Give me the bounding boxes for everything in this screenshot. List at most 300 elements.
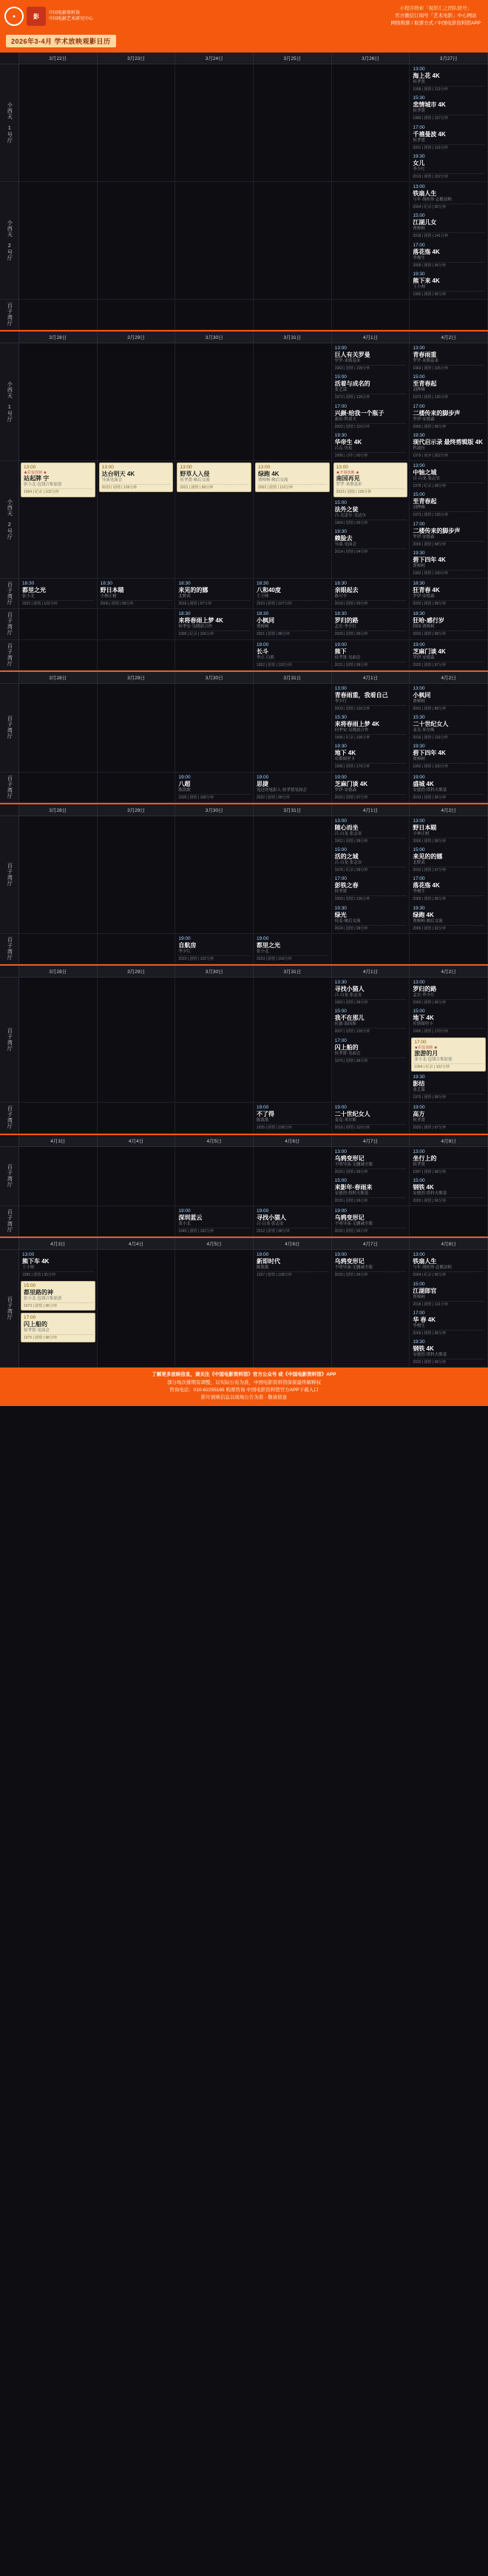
screening-tag: ★彩蛋放映 ★: [24, 471, 47, 476]
screening-entry[interactable]: [333, 1149, 408, 1175]
screening-entry[interactable]: [333, 463, 408, 497]
film-subtitle: 张小北·包钱合集原创: [24, 482, 62, 488]
day-cell: [175, 182, 254, 300]
film-meta: 2001 | 剧情 | 88分钟: [413, 705, 484, 711]
film-subtitle: 不明导演·无删减全版: [334, 1222, 373, 1227]
screening-time: 17:00: [413, 876, 425, 882]
screening-time: 15:00: [334, 374, 347, 380]
screening-entry[interactable]: [411, 774, 486, 801]
film-reel-icon: ●: [4, 7, 24, 26]
screening-entry[interactable]: [411, 1177, 486, 1204]
screening-entry[interactable]: [177, 611, 251, 637]
screening-entry[interactable]: [255, 1104, 330, 1131]
film-subtitle: 贾樟柯: [256, 625, 269, 630]
screening-time: 19:00: [256, 1105, 269, 1111]
venue-label: 百子湾厅: [0, 1147, 19, 1207]
screening-entry[interactable]: [411, 580, 486, 607]
screening-entry[interactable]: [177, 1208, 251, 1234]
brand-text: [49, 10, 93, 22]
screening-entry[interactable]: [411, 491, 486, 518]
film-meta: 1964 | 剧情 | 96分钟: [335, 519, 407, 525]
screening-entry[interactable]: [255, 935, 330, 962]
film-meta: 2020 | 剧情 | 97分钟: [335, 794, 407, 800]
day-cell: [98, 978, 176, 1103]
screening-time: 15:00: [413, 213, 425, 219]
screening-entry[interactable]: [21, 1313, 95, 1342]
film-meta: 2012 | 剧情 | 98分钟: [257, 1228, 328, 1234]
schedule-block: [0, 803, 488, 964]
film-meta: 2021 | 剧情 | 98分钟: [180, 484, 248, 490]
film-subtitle: 库斯图里卡: [413, 1022, 433, 1027]
film-subtitle: 吕·白龙·张志安: [334, 831, 362, 836]
film-meta: 1993 | 剧情 | 105分钟: [335, 895, 407, 901]
screening-entry[interactable]: [333, 403, 408, 430]
day-cell: [19, 1147, 98, 1207]
screening-entry[interactable]: [333, 1208, 408, 1234]
day-cell: [19, 1206, 98, 1237]
film-meta: 1975 | 剧情 | 98分钟: [413, 1094, 484, 1100]
date-header: 4月3日: [19, 1135, 98, 1147]
screening-time: 18:30: [256, 581, 269, 586]
film-title: 深圳蓝云: [178, 1214, 203, 1222]
screening-entry[interactable]: [411, 1310, 486, 1336]
day-cell: [254, 579, 332, 609]
screening-entry[interactable]: [255, 580, 330, 607]
film-subtitle: 韩国·贾樟柯: [413, 625, 435, 630]
screening-entry[interactable]: [333, 714, 408, 741]
day-cell: [332, 579, 410, 609]
grid-corner: [0, 332, 19, 343]
venue-label: 百子湾厅: [0, 816, 19, 934]
screening-entry[interactable]: [333, 1251, 408, 1278]
screening-time: 19:00: [334, 1252, 347, 1258]
film-title: 高方: [413, 1111, 425, 1118]
screening-time: 19:00: [256, 935, 269, 941]
film-title: 寻找小猫人: [256, 1214, 286, 1222]
screening-time: 19:30: [413, 1339, 425, 1345]
promo-line-2: 官方微信订阅号「艺术电影」中心网站: [395, 13, 477, 19]
venue-label: 百子湾厅: [0, 1206, 19, 1237]
film-meta: 2002 | 剧情 | 110分钟: [258, 484, 327, 490]
film-meta: 1940 | 剧情 | 102分钟: [178, 1228, 250, 1234]
film-title: 寻找小猫人: [334, 986, 365, 993]
venue-label: 百子湾厅: [0, 684, 19, 773]
screening-entry[interactable]: [411, 847, 486, 873]
film-title: 来见的的娜: [178, 587, 209, 594]
film-meta: 1952 | 剧情 | 102分钟: [257, 662, 328, 667]
film-subtitle: 托德·海因斯: [334, 1022, 356, 1027]
film-meta: 1973 | 剧情 | 98分钟: [24, 1302, 92, 1308]
film-meta: 2020 | 剧情 | 96分钟: [413, 1197, 484, 1203]
film-subtitle: 麦克·米尔斯: [334, 1118, 356, 1123]
film-subtitle: 陈凯歌: [256, 1265, 269, 1271]
film-title: 二十世纪女人: [334, 1111, 370, 1118]
screening-entry[interactable]: [99, 580, 174, 607]
screening-entry[interactable]: [333, 774, 408, 801]
date-header: 4月8日: [410, 1238, 488, 1250]
venue-label: 百子湾厅: [0, 300, 19, 330]
screening-time: 13:00: [413, 1252, 425, 1258]
schedule-block: [0, 964, 488, 1134]
venue-label: 小西天 2号厅: [0, 461, 19, 579]
film-meta: 2020 | 剧情 | 96分钟: [335, 1228, 407, 1234]
date-header: 3月31日: [254, 804, 332, 816]
screening-entry[interactable]: [411, 124, 486, 151]
film-title: 芝麻门谈 4K: [413, 648, 446, 655]
screening-entry[interactable]: [411, 642, 486, 668]
screening-entry[interactable]: [177, 580, 251, 607]
film-meta: 2014 | 剧情 | 94分钟: [335, 548, 407, 554]
date-header: 3月25日: [254, 53, 332, 64]
venue-label: 百子湾厅: [0, 773, 19, 803]
film-title: 千禧曼波 4K: [413, 130, 446, 138]
screening-entry[interactable]: [255, 1208, 330, 1234]
screening-time: 15:00: [334, 1009, 347, 1015]
day-cell: [254, 461, 332, 579]
film-subtitle: 小林正树: [413, 831, 430, 836]
screening-time: 13:00: [334, 685, 347, 691]
film-meta: 2007 | 剧情 | 135分钟: [335, 1028, 407, 1034]
screening-entry[interactable]: [333, 979, 408, 1006]
screening-time: 19:30: [334, 744, 347, 750]
schedule-grid: [0, 672, 488, 803]
screening-time: 18:30: [256, 611, 269, 617]
screening-entry[interactable]: [333, 743, 408, 770]
film-title: 铁扇人生: [413, 1258, 437, 1265]
film-meta: 2020 | 剧情 | 98分钟: [335, 1168, 407, 1174]
film-subtitle: 王小帅: [256, 594, 269, 599]
film-subtitle: 导演见面会: [101, 478, 123, 483]
film-subtitle: 侯孝贤: [413, 80, 425, 85]
screening-time: 19:00: [178, 1208, 191, 1214]
film-title: 华帝生 4K: [334, 438, 362, 445]
screening-entry[interactable]: [411, 521, 486, 548]
screening-entry[interactable]: [411, 818, 486, 844]
day-cell: [332, 1206, 410, 1237]
film-title: 钢铁 4K: [413, 1345, 434, 1353]
screening-entry[interactable]: [333, 528, 408, 555]
screening-entry[interactable]: [333, 1177, 408, 1204]
page-title: 2026年3-4月 学术放映观影日历: [6, 35, 116, 47]
screening-entry[interactable]: [411, 875, 486, 902]
screening-entry[interactable]: [411, 153, 486, 180]
film-subtitle: 贾樟柯: [413, 563, 425, 568]
film-meta: 1997 | 剧情 | 98分钟: [413, 1168, 484, 1174]
day-cell: [98, 773, 176, 803]
screening-time: 19:00: [334, 1105, 347, 1111]
screening-entry[interactable]: [333, 580, 408, 607]
screening-entry[interactable]: [411, 714, 486, 741]
screening-time: 18:30: [100, 581, 112, 586]
date-header: 3月31日: [254, 672, 332, 684]
screening-time: 17:00: [413, 1310, 425, 1316]
screening-entry[interactable]: [411, 242, 486, 269]
day-cell: [332, 934, 410, 964]
screening-time: 13:30: [334, 980, 347, 985]
film-title: 都里路的神: [24, 1288, 53, 1296]
date-header: 3月29日: [98, 672, 176, 684]
day-cell: [175, 300, 254, 330]
screening-entry[interactable]: [333, 432, 408, 459]
screening-entry[interactable]: [411, 345, 486, 371]
film-meta: 2006 | 剧情 | 98分钟: [101, 600, 172, 606]
day-cell: [410, 461, 488, 579]
day-cell: [98, 300, 176, 330]
screening-entry[interactable]: [411, 743, 486, 770]
day-cell: [175, 640, 254, 670]
film-title: 绿光: [334, 911, 347, 918]
film-subtitle: 与年 胡桂珍 志敏法师: [413, 1265, 452, 1271]
film-subtitle: 刘烨峰: [413, 388, 425, 393]
film-meta: 2016 | 剧情 | 119分钟: [335, 1124, 407, 1130]
screening-time: 19:00: [256, 1252, 269, 1258]
film-title: 八和40度: [256, 587, 281, 594]
date-header: 4月4日: [98, 1238, 176, 1250]
film-subtitle: 贾樟柯: [413, 757, 425, 762]
screening-entry[interactable]: [21, 463, 95, 497]
screening-entry[interactable]: [411, 979, 486, 1006]
schedule-grid: [0, 1238, 488, 1368]
film-meta: 1995 | 剧情 | 95分钟: [413, 291, 484, 297]
film-title: 都里之光: [22, 587, 46, 594]
film-meta: 1995 | 纪录 | 106分钟: [178, 630, 250, 636]
film-title: 至青春起: [413, 380, 437, 388]
screening-tag: ★开幕放映 ★: [336, 471, 360, 476]
film-subtitle: 罗罗·米斯基米: [336, 482, 362, 488]
film-meta: 1935 | 剧情 | 108分钟: [178, 794, 250, 800]
screening-entry[interactable]: [333, 847, 408, 873]
screening-entry[interactable]: [333, 875, 408, 902]
screening-entry[interactable]: [333, 642, 408, 668]
screening-entry[interactable]: [177, 774, 251, 801]
screening-entry[interactable]: [411, 685, 486, 712]
screening-time: 19:00: [334, 1208, 347, 1214]
screening-entry[interactable]: [411, 271, 486, 297]
film-meta: 1992 | 剧情 | 100分钟: [413, 763, 484, 769]
day-cell: [254, 816, 332, 934]
screening-entry[interactable]: [21, 1281, 95, 1311]
venue-label: 百子湾厅: [0, 1250, 19, 1368]
screening-entry[interactable]: [411, 1251, 486, 1278]
day-cell: [254, 64, 332, 182]
day-cell: [254, 343, 332, 461]
date-header: 4月5日: [175, 1135, 254, 1147]
screening-entry[interactable]: [411, 1008, 486, 1035]
screening-entry[interactable]: [411, 432, 486, 459]
screening-entry[interactable]: [333, 374, 408, 400]
day-cell: [332, 816, 410, 934]
film-title: 至青春起: [413, 498, 437, 505]
screening-time: 18:30: [334, 611, 347, 617]
film-title: 小枫同: [413, 691, 431, 699]
screening-entry[interactable]: [411, 550, 486, 576]
screening-time: 15:00: [334, 1177, 347, 1183]
screening-time: 19:00: [334, 642, 347, 648]
screening-entry[interactable]: [411, 611, 486, 637]
film-subtitle: 罗罗·米斯基米: [334, 359, 361, 364]
screening-entry[interactable]: [411, 905, 486, 932]
screening-time: 19:30: [413, 550, 425, 556]
film-subtitle: 侯孝贤·见面会: [334, 655, 361, 660]
day-cell: [19, 934, 98, 964]
date-header: 4月1日: [332, 966, 410, 978]
screening-time: 19:30: [334, 528, 347, 534]
film-subtitle: 李俊生: [413, 1323, 425, 1328]
day-cell: [254, 182, 332, 300]
day-cell: [98, 640, 176, 670]
screening-entry[interactable]: [333, 611, 408, 637]
screening-time: 19:00: [256, 642, 269, 648]
film-meta: 2020 | 剧情 | 97分钟: [413, 662, 484, 667]
screening-entry[interactable]: [255, 463, 330, 492]
screening-time: 13:00: [413, 818, 425, 824]
film-meta: 2024 | 剧情 | 98分钟: [335, 925, 407, 931]
schedule-grid: [0, 332, 488, 670]
screening-entry[interactable]: [255, 611, 330, 637]
screening-entry[interactable]: [255, 1251, 330, 1278]
screening-time: 15:30: [413, 95, 425, 101]
screening-entry[interactable]: [411, 1281, 486, 1308]
screening-entry[interactable]: [411, 1149, 486, 1175]
date-header: 3月30日: [175, 966, 254, 978]
screening-entry[interactable]: [255, 774, 330, 801]
film-subtitle: 刘烨峰: [413, 505, 425, 511]
screening-entry[interactable]: [333, 685, 408, 712]
day-cell: [19, 579, 98, 609]
screening-entry[interactable]: [411, 1038, 486, 1072]
screening-entry[interactable]: [333, 1038, 408, 1064]
screening-entry[interactable]: [411, 463, 486, 489]
film-subtitle: 贾樟柯: [413, 1294, 425, 1299]
film-subtitle: 侯孝贤: [334, 890, 348, 895]
org-name-secondary: 中国电影艺术研究中心: [49, 17, 94, 21]
screening-entry[interactable]: [411, 1074, 486, 1100]
screening-time: 15:00: [334, 847, 347, 852]
screening-time: 18:30: [178, 611, 191, 617]
screening-time: 13:00: [413, 1149, 425, 1154]
film-title: 八超: [178, 780, 191, 787]
film-subtitle: 麦克·米尔斯: [413, 728, 435, 733]
film-subtitle: 张小北: [22, 594, 35, 599]
film-subtitle: 罗伊·安德森: [334, 787, 356, 793]
film-title: 长斗: [256, 648, 268, 655]
film-subtitle: 孟宏·李少红: [413, 993, 435, 998]
film-meta: 1962 | 剧情 | 98分钟: [335, 999, 407, 1005]
date-header: 4月6日: [254, 1238, 332, 1250]
screening-entry[interactable]: [411, 374, 486, 400]
day-cell: [19, 182, 98, 300]
screening-entry[interactable]: [333, 345, 408, 371]
screening-entry[interactable]: [333, 1104, 408, 1131]
film-meta: 2019 | 剧情 | 102分钟: [413, 173, 484, 179]
date-header: 3月30日: [175, 804, 254, 816]
day-cell: [175, 684, 254, 773]
film-subtitle: 贾樟柯·映后交流: [413, 918, 443, 924]
day-cell: [410, 343, 488, 461]
screening-entry[interactable]: [411, 66, 486, 93]
day-cell: [332, 1250, 410, 1368]
screening-time: 17:00: [414, 1039, 427, 1045]
screening-entry[interactable]: [333, 818, 408, 844]
film-subtitle: 侯孝贤·见面会: [24, 1328, 50, 1333]
film-subtitle: 新田·科诺夫: [334, 417, 356, 422]
film-subtitle: 王小帅: [22, 1265, 35, 1271]
film-title: 碧下四年 4K: [413, 556, 446, 563]
film-title: 二楼传来的脚步声: [413, 409, 461, 417]
day-cell: [254, 934, 332, 964]
screening-entry[interactable]: [411, 403, 486, 430]
day-cell: [410, 1147, 488, 1207]
screening-entry[interactable]: [99, 463, 174, 492]
film-title: 地下 4K: [413, 1015, 434, 1022]
screening-entry[interactable]: [411, 184, 486, 210]
film-subtitle: 侯麦·映后交流: [334, 918, 361, 924]
screening-entry[interactable]: [411, 1339, 486, 1365]
screening-entry[interactable]: [21, 580, 95, 607]
footer-line-3: 咨询电话：010-62255165 购票咨询 中国电影资料馆官方APP下载入口: [169, 1388, 319, 1393]
film-meta: 2023 | 剧情 | 102分钟: [178, 955, 250, 961]
day-cell: [410, 684, 488, 773]
film-subtitle: 吕·白龙·张志安: [256, 1222, 284, 1227]
screening-entry[interactable]: [411, 1104, 486, 1131]
schedule-block: [0, 51, 488, 330]
day-cell: [410, 609, 488, 639]
film-title: 影结: [413, 1080, 425, 1088]
day-cell: [410, 1250, 488, 1368]
screening-entry[interactable]: [177, 935, 251, 962]
film-subtitle: 张艺谋: [413, 1088, 425, 1093]
screening-time: 17:00: [24, 1314, 36, 1320]
screening-time: 19:30: [334, 905, 347, 911]
day-cell: [175, 579, 254, 609]
screening-time: 19:00: [334, 774, 347, 780]
film-meta: 2018 | 剧情 | 141分钟: [413, 1301, 484, 1307]
day-cell: [175, 609, 254, 639]
film-meta: 2023 | 剧情 | 109分钟: [102, 484, 171, 490]
screening-time: 13:00: [413, 463, 425, 468]
grid-corner: [0, 804, 19, 816]
screening-entry[interactable]: [411, 95, 486, 121]
page-title-bar: [0, 33, 488, 51]
screening-entry[interactable]: [21, 1251, 95, 1278]
film-subtitle: 罗伊·安德森: [413, 534, 435, 539]
screening-entry[interactable]: [177, 463, 251, 492]
film-title: 乌鸦变形记: [334, 1258, 365, 1265]
film-meta: 2009 | 剧情 | 96分钟: [413, 1330, 484, 1336]
day-cell: [332, 640, 410, 670]
date-header: 4月7日: [332, 1135, 410, 1147]
film-meta: 2002 | 剧情 | 110分钟: [335, 423, 407, 429]
day-cell: [175, 1147, 254, 1207]
screening-time: 15:00: [334, 500, 347, 505]
film-meta: 1975 | 剧情 | 98分钟: [335, 1057, 407, 1063]
day-cell: [175, 773, 254, 803]
screening-entry[interactable]: [255, 642, 330, 668]
film-title: 来影年·春雨来: [334, 1183, 373, 1191]
screening-entry[interactable]: [411, 212, 486, 239]
film-title: 中轴之城: [413, 469, 437, 477]
day-cell: [254, 684, 332, 773]
day-cell: [254, 300, 332, 330]
screening-time: 15:30: [334, 715, 347, 720]
day-cell: [98, 1147, 176, 1207]
film-title: 落花殇 4K: [413, 248, 440, 255]
screening-entry[interactable]: [333, 500, 408, 526]
film-title: 芝麻门谈 4K: [334, 780, 368, 787]
film-meta: 2019 | 剧情 | 96分钟: [413, 794, 484, 800]
screening-entry[interactable]: [333, 1008, 408, 1035]
screening-entry[interactable]: [333, 905, 408, 932]
